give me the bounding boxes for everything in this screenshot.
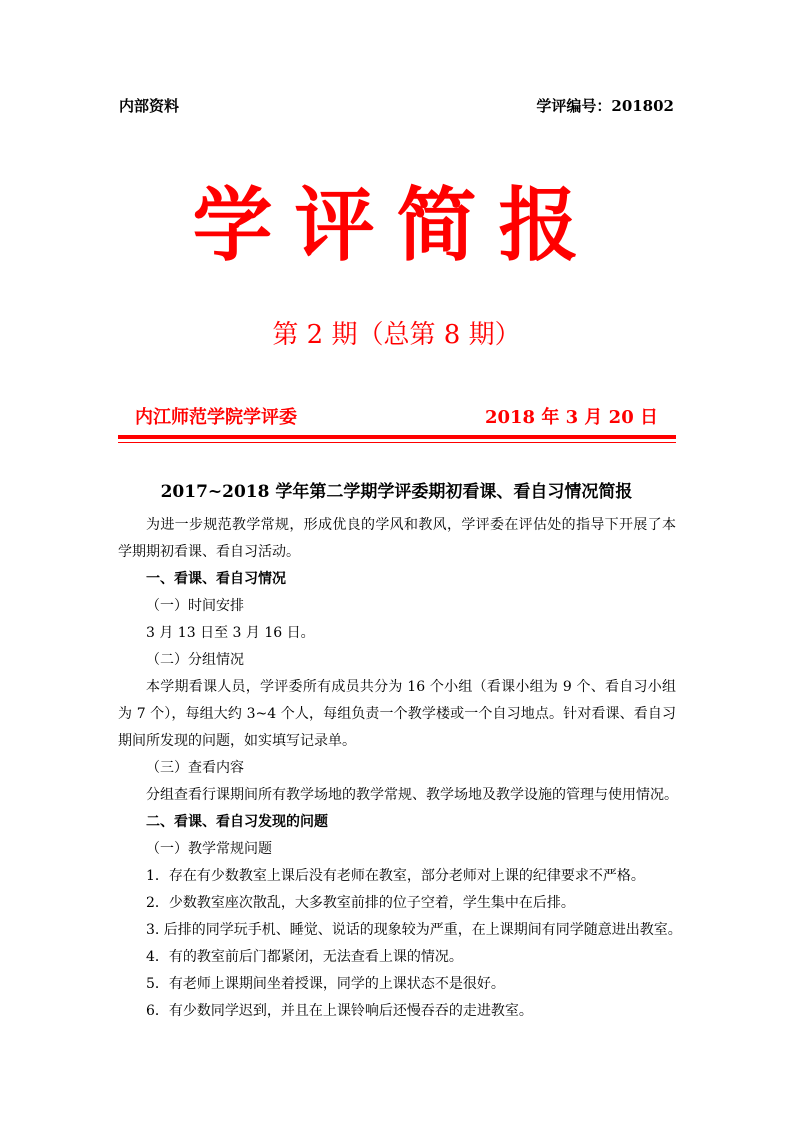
document-body [118, 512, 682, 1025]
list-item: 2．少数教室座次散乱，大多教室前排的位子空着，学生集中在后排。 [146, 895, 575, 911]
list-item: 1．存在有少数教室上课后没有老师在教室，部分老师对上课的纪律要求不严格。 [146, 868, 645, 884]
list-item: 6．有少数同学迟到，并且在上课铃响后还慢吞吞的走进教室。 [146, 1003, 533, 1019]
subsection-groups: （二）分组情况 [146, 652, 244, 668]
list-item: 3. 后排的同学玩手机、睡觉、说话的现象较为严重，在上课期间有同学随意进出教室。 [146, 922, 682, 938]
publisher-org: 内江师范学院学评委 [135, 407, 297, 428]
bulletin-number: 学评编号：201802 [536, 97, 674, 115]
list-item: 4．有的教室前后门都紧闭，无法查看上课的情况。 [146, 949, 463, 965]
list-item: 5．有老师上课期间坐着授课，同学的上课状态不是很好。 [146, 976, 505, 992]
paragraph-content: 分组查看行课期间所有教学场地的教学常规、教学场地及教学设施的管理与使用情况。 [146, 787, 678, 803]
intro-paragraph: 为进一步规范教学常规，形成优良的学风和教风，学评委在评估处的指导下开展了本学期期初看课、看自习活动。 [118, 517, 676, 560]
document-title: 2017~2018 学年第二学期学评委期初看课、看自习情况简报 [160, 482, 633, 502]
divider-thin [118, 442, 676, 443]
subsection-content: （三）查看内容 [146, 760, 244, 776]
paragraph-time: 3 月 13 日至 3 月 16 日。 [146, 625, 315, 641]
paragraph-groups: 本学期看课人员，学评委所有成员共分为 16 个小组（看课小组为 9 个、看自习小组为 7 个），每组大约 3~4 个人，每组负责一个教学楼或一个自习地点。针对看课、看自习期间所发现的问题，如实填写记录单。 [118, 679, 676, 749]
internal-material-label: 内部资料 [119, 97, 180, 115]
issue-number: 第 2 期（总第 8 期） [272, 320, 521, 350]
publish-date: 2018 年 3 月 20 日 [484, 407, 658, 428]
subsection-teaching-issues: （一）教学常规问题 [146, 841, 272, 857]
divider-thick [118, 435, 676, 439]
section-heading-2: 二、看课、看自习发现的问题 [146, 814, 328, 830]
section-heading-1: 一、看课、看自习情况 [146, 571, 286, 587]
subsection-time: （一）时间安排 [146, 598, 244, 614]
masthead-title: 学评简报 [192, 179, 601, 272]
